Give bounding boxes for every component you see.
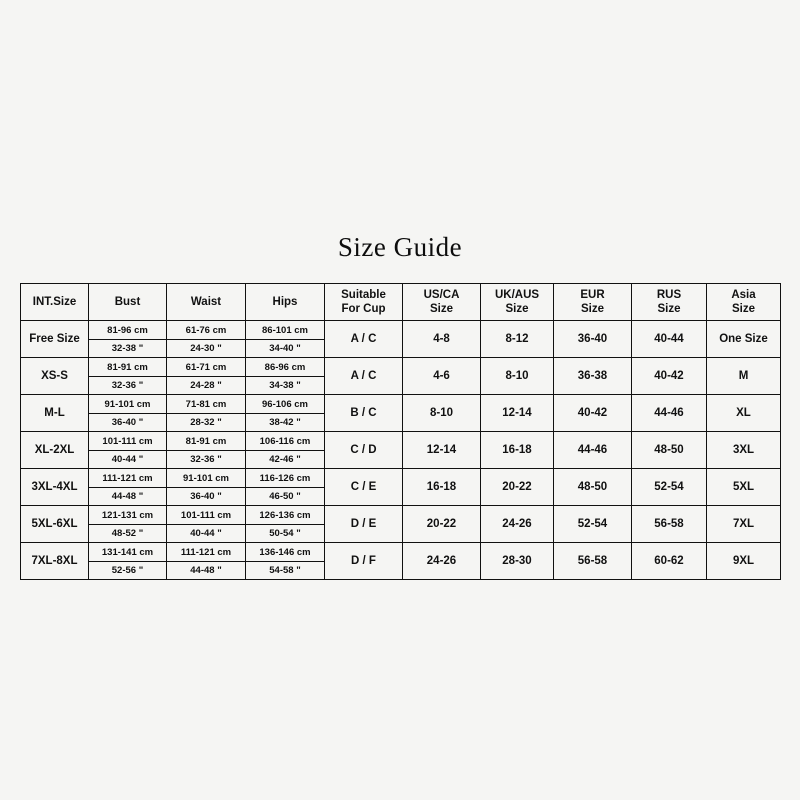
cell-rus: 40-44 <box>632 321 707 358</box>
cell-uk-aus: 24-26 <box>481 506 554 543</box>
value-inch: 50-54 " <box>269 527 301 539</box>
cell-cup: D / E <box>325 506 403 543</box>
cell-uk-aus: 8-12 <box>481 321 554 358</box>
cell-cup: D / F <box>325 543 403 580</box>
cell-uk-aus: 20-22 <box>481 469 554 506</box>
cell-us-ca: 4-6 <box>403 358 481 395</box>
value-inch: 44-48 " <box>111 490 144 502</box>
cell-hips <box>246 432 325 469</box>
value-cm: 86-101 cm <box>246 322 324 340</box>
cell-int-size: 3XL-4XL <box>21 469 89 506</box>
value-cm: 71-81 cm <box>167 396 245 414</box>
cell-cup: C / D <box>325 432 403 469</box>
value-inch: 32-36 " <box>190 453 222 465</box>
column-header-line: UK/AUS <box>494 288 540 301</box>
value-cm: 96-106 cm <box>246 396 324 414</box>
cell-asia: M <box>707 358 781 395</box>
column-header-hips <box>246 284 325 321</box>
cell-uk-aus: 28-30 <box>481 543 554 580</box>
value-cm: 121-131 cm <box>89 507 166 525</box>
column-header-line: EUR <box>580 288 605 301</box>
cell-hips <box>246 543 325 580</box>
cell-us-ca: 20-22 <box>403 506 481 543</box>
column-header-line: Size <box>657 303 681 315</box>
column-header-line: US/CA <box>423 288 460 301</box>
value-cm: 81-96 cm <box>89 322 166 340</box>
table-row <box>21 321 781 358</box>
value-inch: 48-52 " <box>111 527 144 539</box>
column-header-us-ca <box>403 284 481 321</box>
column-header-line: Size <box>505 303 529 315</box>
cell-eur: 36-40 <box>554 321 632 358</box>
table-row <box>21 543 781 580</box>
cell-int-size: XS-S <box>21 358 89 395</box>
cell-hips <box>246 358 325 395</box>
value-inch: 40-44 " <box>190 527 222 539</box>
value-cm: 111-121 cm <box>167 544 245 562</box>
value-inch: 52-56 " <box>111 564 144 576</box>
cell-asia: 3XL <box>707 432 781 469</box>
cell-rus: 56-58 <box>632 506 707 543</box>
value-inch: 54-58 " <box>269 564 301 576</box>
value-cm: 106-116 cm <box>246 433 324 451</box>
cell-eur: 36-38 <box>554 358 632 395</box>
column-header-line: For Cup <box>341 303 386 315</box>
value-inch: 44-48 " <box>190 564 222 576</box>
column-header-uk-aus <box>481 284 554 321</box>
cell-hips <box>246 506 325 543</box>
cell-asia: 5XL <box>707 469 781 506</box>
value-inch: 46-50 " <box>269 490 301 502</box>
value-inch: 42-46 " <box>269 453 301 465</box>
cell-rus: 60-62 <box>632 543 707 580</box>
column-header-line: Size <box>731 303 755 315</box>
column-header-line: Waist <box>190 295 222 308</box>
column-header-rus <box>632 284 707 321</box>
cell-bust <box>89 506 167 543</box>
cell-hips <box>246 469 325 506</box>
cell-rus: 48-50 <box>632 432 707 469</box>
table-row <box>21 432 781 469</box>
value-inch: 36-40 " <box>111 416 144 428</box>
cell-bust <box>89 321 167 358</box>
cell-waist <box>167 469 246 506</box>
cell-us-ca: 24-26 <box>403 543 481 580</box>
column-header-asia <box>707 284 781 321</box>
cell-int-size: Free Size <box>21 321 89 358</box>
cell-eur: 48-50 <box>554 469 632 506</box>
value-inch: 36-40 " <box>190 490 222 502</box>
size-guide-table <box>20 283 781 580</box>
cell-uk-aus: 12-14 <box>481 395 554 432</box>
value-cm: 131-141 cm <box>89 544 166 562</box>
cell-asia: 7XL <box>707 506 781 543</box>
value-inch: 32-38 " <box>111 342 144 354</box>
column-header-waist <box>167 284 246 321</box>
table-header-row <box>21 284 781 321</box>
column-header-int-size <box>21 284 89 321</box>
table-row <box>21 358 781 395</box>
table-body <box>21 321 781 580</box>
value-cm: 91-101 cm <box>167 470 245 488</box>
cell-asia: XL <box>707 395 781 432</box>
cell-us-ca: 4-8 <box>403 321 481 358</box>
cell-eur: 40-42 <box>554 395 632 432</box>
cell-waist <box>167 432 246 469</box>
cell-eur: 52-54 <box>554 506 632 543</box>
value-inch: 32-36 " <box>111 379 144 391</box>
cell-us-ca: 12-14 <box>403 432 481 469</box>
cell-waist <box>167 506 246 543</box>
cell-int-size: M-L <box>21 395 89 432</box>
value-cm: 126-136 cm <box>246 507 324 525</box>
value-cm: 101-111 cm <box>89 433 166 451</box>
value-inch: 34-38 " <box>269 379 301 391</box>
cell-cup: A / C <box>325 358 403 395</box>
value-cm: 116-126 cm <box>246 470 324 488</box>
cell-asia: 9XL <box>707 543 781 580</box>
cell-int-size: XL-2XL <box>21 432 89 469</box>
value-cm: 86-96 cm <box>246 359 324 377</box>
cell-uk-aus: 8-10 <box>481 358 554 395</box>
cell-int-size: 7XL-8XL <box>21 543 89 580</box>
cell-bust <box>89 469 167 506</box>
column-header-line: Suitable <box>341 288 386 301</box>
column-header-eur <box>554 284 632 321</box>
cell-bust <box>89 358 167 395</box>
value-cm: 101-111 cm <box>167 507 245 525</box>
value-inch: 24-28 " <box>190 379 222 391</box>
value-cm: 61-71 cm <box>167 359 245 377</box>
value-inch: 24-30 " <box>190 342 222 354</box>
column-header-line: Size <box>429 303 453 315</box>
cell-bust <box>89 543 167 580</box>
cell-cup: B / C <box>325 395 403 432</box>
page-title: Size Guide <box>337 232 463 262</box>
value-cm: 136-146 cm <box>246 544 324 562</box>
cell-asia: One Size <box>707 321 781 358</box>
value-inch: 28-32 " <box>190 416 222 428</box>
cell-rus: 44-46 <box>632 395 707 432</box>
cell-cup: A / C <box>325 321 403 358</box>
cell-hips <box>246 395 325 432</box>
cell-us-ca: 16-18 <box>403 469 481 506</box>
table-row <box>21 469 781 506</box>
value-cm: 111-121 cm <box>89 470 166 488</box>
column-header-line: Bust <box>114 295 141 308</box>
cell-eur: 56-58 <box>554 543 632 580</box>
cell-rus: 40-42 <box>632 358 707 395</box>
cell-waist <box>167 358 246 395</box>
size-guide-table-wrap <box>20 283 780 580</box>
value-cm: 81-91 cm <box>167 433 245 451</box>
cell-bust <box>89 432 167 469</box>
cell-hips <box>246 321 325 358</box>
value-cm: 81-91 cm <box>89 359 166 377</box>
value-inch: 38-42 " <box>269 416 301 428</box>
cell-eur: 44-46 <box>554 432 632 469</box>
column-header-line: Hips <box>272 295 298 308</box>
table-row <box>21 395 781 432</box>
value-inch: 40-44 " <box>111 453 144 465</box>
cell-waist <box>167 321 246 358</box>
column-header-line: INT.Size <box>32 295 77 308</box>
cell-bust <box>89 395 167 432</box>
value-inch: 34-40 " <box>269 342 301 354</box>
cell-cup: C / E <box>325 469 403 506</box>
column-header-bust <box>89 284 167 321</box>
column-header-cup <box>325 284 403 321</box>
cell-int-size: 5XL-6XL <box>21 506 89 543</box>
cell-us-ca: 8-10 <box>403 395 481 432</box>
table-header <box>21 284 781 321</box>
column-header-line: Asia <box>731 288 756 301</box>
cell-waist <box>167 395 246 432</box>
cell-waist <box>167 543 246 580</box>
value-cm: 91-101 cm <box>89 396 166 414</box>
column-header-line: Size <box>580 303 604 315</box>
cell-rus: 52-54 <box>632 469 707 506</box>
table-row <box>21 506 781 543</box>
column-header-line: RUS <box>656 288 682 301</box>
value-cm: 61-76 cm <box>167 322 245 340</box>
cell-uk-aus: 16-18 <box>481 432 554 469</box>
